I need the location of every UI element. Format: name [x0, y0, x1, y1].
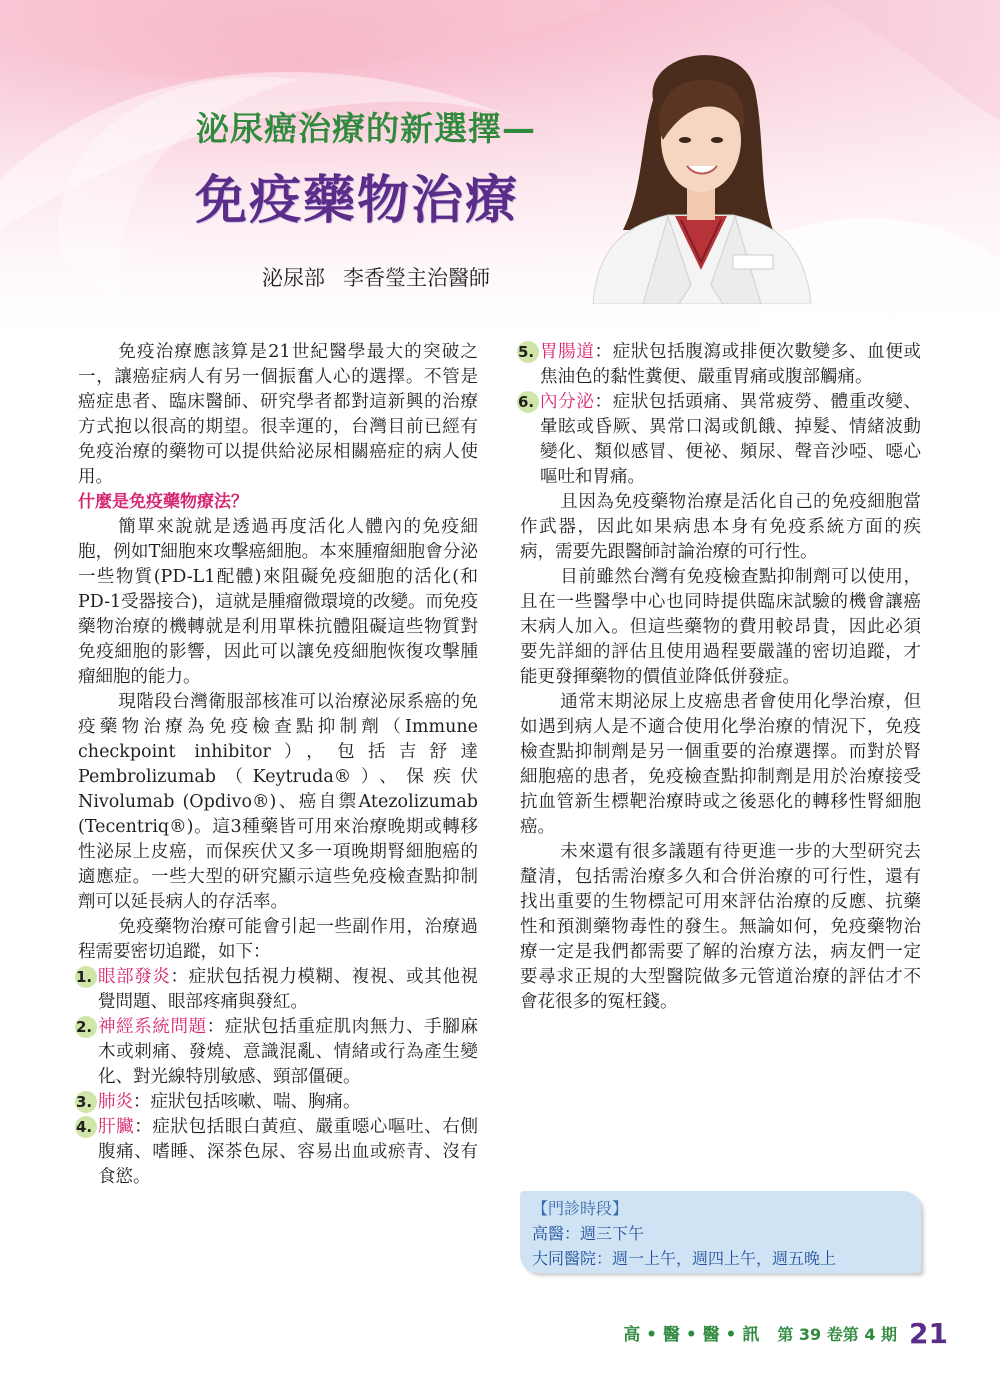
doctor-portrait [583, 30, 815, 304]
side-effect-item [520, 390, 921, 490]
item-number-badge: 3. [75, 1091, 97, 1113]
item-text: ：症狀包括咳嗽、喘、胸痛。 [133, 1092, 361, 1112]
side-effects-intro: 免疫藥物治療可能會引起一些副作用，治療過程需要密切追蹤，如下： [78, 917, 478, 962]
article-title-line2: 免疫藥物治療 [195, 171, 520, 231]
item-text: ：症狀包括腹瀉或排便次數變多、血便或焦油色的黏性糞便、嚴重胃痛或腹部觸痛。 [540, 342, 922, 387]
clinic-hours-kmu: 高醫：週三下午 [532, 1224, 645, 1243]
side-effect-item [78, 1115, 478, 1190]
item-keyword: 胃腸道 [540, 342, 595, 362]
clinic-hours-datong: 大同醫院：週一上午，週四上午，週五晚上 [532, 1249, 837, 1268]
left-column [78, 340, 478, 1190]
clinic-hours-heading: 【門診時段】 [532, 1199, 629, 1218]
item-text: ：症狀包括眼白黃疸、嚴重噁心嘔吐、右側腹痛、嗜睡、深茶色尿、容易出血或瘀青、沒有食慾。 [98, 1117, 478, 1187]
approved-drugs-paragraph: 現階段台灣衛服部核准可以治療泌尿系癌的免疫藥物治療為免疫檢查點抑制劑（Immune checkpoint inhibitor），包括吉舒達Pembrolizumab（Keytruda®）、保疾伏Nivolumab (Opdivo®)、癌自禦Atezolizumab (Tecentriq®)。這3種藥皆可用來治療晚期或轉移性泌尿上皮癌，而保疾伏又多一項晚期腎細胞癌的適應症。一些大型的研究顯示這些免疫檢查點抑制劑可以延長病人的存活率。 [78, 692, 478, 912]
page-footer [623, 1317, 948, 1350]
department-label: 泌尿部 [262, 266, 325, 290]
autoimmune-paragraph: 且因為免疫藥物治療是活化自己的免疫細胞當作武器，因此如果病患本身有免疫系統方面的疾病，需要先跟醫師討論治療的可行性。 [520, 492, 921, 562]
item-number-badge: 2. [75, 1016, 97, 1038]
side-effect-item [78, 965, 478, 1015]
item-number-badge: 6. [517, 391, 539, 413]
side-effect-item [78, 1090, 478, 1115]
side-effect-item [520, 340, 921, 390]
item-text: ：症狀包括頭痛、異常疲勞、體重改變、暈眩或昏厥、異常口渴或飢餓、掉髮、情緒波動變化、類似感冒、便祕、頻尿、聲音沙啞、噁心嘔吐和胃痛。 [540, 392, 922, 487]
item-text: ：症狀包括重症肌肉無力、手腳麻木或刺痛、發燒、意識混亂、情緒或行為產生變化、對光線特別敏感、頸部僵硬。 [98, 1017, 478, 1087]
item-keyword: 神經系統問題 [98, 1017, 207, 1037]
item-keyword: 肺炎 [98, 1092, 133, 1112]
chemo-alternative-paragraph: 通常末期泌尿上皮癌患者會使用化學治療，但如遇到病人是不適合使用化學治療的情況下，免疫檢查點抑制劑是另一個重要的治療選擇。而對於腎細胞癌的患者，免疫檢查點抑制劑是用於治療接受抗血管新生標靶治療時或之後惡化的轉移性腎細胞癌。 [520, 692, 921, 837]
article-title-line1: 泌尿癌治療的新選擇— [196, 109, 536, 148]
page-number: 21 [909, 1317, 948, 1350]
item-keyword: 內分泌 [540, 392, 595, 412]
author-name: 李香瑩主治醫師 [343, 266, 490, 290]
volume-issue: 第 39 卷第 4 期 [777, 1325, 898, 1344]
byline [262, 262, 508, 292]
future-research-paragraph: 未來還有很多議題有待更進一步的大型研究去釐清，包括需治療多久和合併治療的可行性，還有找出重要的生物標記可用來評估治療的反應、抗藥性和預測藥物毒性的發生。無論如何，免疫藥物治療一定是我們都需要了解的治療方法，病友們一定要尋求正規的大型醫院做多元管道治療的評估才不會花很多的冤枉錢。 [520, 842, 921, 1012]
item-keyword: 眼部發炎 [98, 967, 171, 987]
cost-paragraph: 目前雖然台灣有免疫檢查點抑制劑可以使用，且在一些醫學中心也同時提供臨床試驗的機會讓癌末病人加入。但這些藥物的費用較昂貴，因此必須要先詳細的評估且使用過程要嚴謹的密切追蹤，才能更發揮藥物的價值並降低併發症。 [520, 567, 921, 687]
right-column [520, 340, 921, 1015]
side-effect-item [78, 1015, 478, 1090]
intro-paragraph: 免疫治療應該算是21世紀醫學最大的突破之一，讓癌症病人有另一個振奮人心的選擇。不管是癌症患者、臨床醫師、研究學者都對這新興的治療方式抱以很高的期望。很幸運的，台灣目前已經有免疫治療的藥物可以提供給泌尿相關癌症的病人使用。 [78, 342, 478, 487]
item-text: ：症狀包括視力模糊、複視、或其他視覺問題、眼部疼痛與發紅。 [98, 967, 478, 1012]
item-number-badge: 4. [75, 1116, 97, 1138]
mechanism-paragraph: 簡單來說就是透過再度活化人體內的免疫細胞，例如T細胞來攻擊癌細胞。本來腫瘤細胞會分泌一些物質(PD-L1配體)來阻礙免疫細胞的活化(和PD-1受器接合)，這就是腫瘤微環境的改變。而免疫藥物治療的機轉就是利用單株抗體阻礙這些物質對免疫細胞的影響，因此可以讓免疫細胞恢復攻擊腫瘤細胞的能力。 [78, 517, 479, 687]
item-number-badge: 1. [75, 966, 97, 988]
item-number-badge: 5. [517, 341, 539, 363]
clinic-hours-box [520, 1191, 921, 1273]
magazine-name: 高 • 醫 • 醫 • 訊 [623, 1325, 760, 1345]
section-heading: 什麼是免疫藥物療法？ [78, 492, 248, 512]
item-keyword: 肝臟 [98, 1117, 135, 1137]
